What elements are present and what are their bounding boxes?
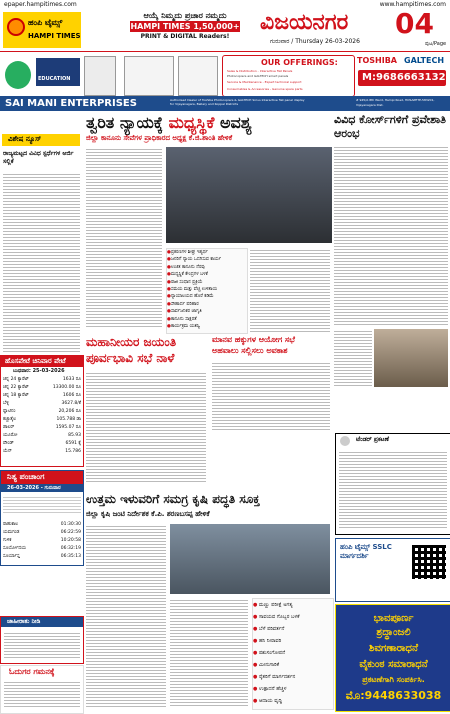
human-headline-2[interactable]: ಅಹವಾಲು ಸಲ್ಲಿಸಲು ಅವಕಾಶ [212,346,288,355]
panchang-row: ಸೂರ್ಯಾಸ್ತ 06:35:13 [3,554,81,559]
gold-row: ಯೂರೋ 85.93 [3,433,81,438]
bottom-list-box [252,598,334,710]
mahaniya-story [84,333,208,488]
logo-emblem-icon [7,18,25,36]
gold-row: ಚಿನ್ನ 18 ಕ್ಯಾರೆಟ್ 1606 ರೂ [3,393,81,398]
bullet-icon: ● [253,674,258,680]
gold-date: ಬುಧವಾರ: 25-03-2026 [13,368,65,374]
bullet-item: ● ಸೌಹಾರ್ದ ಪರಿಹಾರ [167,301,199,307]
bullet-icon: ● [253,626,258,632]
ad-edu-label: EDUCATION [38,76,71,82]
masthead [0,7,450,50]
bullet-icon: ● [253,638,258,644]
left-ad-title: ಜಾಹೀರಾತು ನೀಡಿ [7,618,41,625]
obituary-line-3: ಶಿವಗಣಾರಾಧನೆ [369,643,418,654]
panchang-rows [3,521,81,561]
bullet-item: ● ಕಾನೂನು ಸಾಕ್ಷರತೆ [167,316,197,322]
ad-printer-image-3 [178,56,218,96]
left-notice-box[interactable] [0,665,84,714]
ad-screen-image [36,58,80,86]
mahaniya-body [86,371,206,483]
logo-kannada: ಹಂಪಿ ಟೈಮ್ಸ್ [28,18,63,27]
ad-phone-box[interactable] [358,70,446,86]
obituary-line-4: ವೈಕುಂಠ ಸಮಾರಾಧನೆ [359,659,428,670]
bottom-list-item: ● ಪಶುಸಂಗೋಪನೆ [253,650,286,656]
bullet-item: ● ಸಮಯ ಮತ್ತು ವೆಚ್ಚ ಉಳಿತಾಯ [167,287,218,293]
panchang-row: ಯಮಗಂಡ 06:22:59 [3,530,81,535]
bullet-icon: ● [253,662,258,668]
right-photo [374,329,448,387]
ad-tagline: Authorised Dealer of Toshiba Photocopiers & GALTECH Sirius Interactive flat panel display for Vijayanagara, Bellary and Koppal Districts [170,98,305,106]
bottom-list-item: ● ಬೆಳೆ ಪರಿವರ್ತನೆ [253,626,285,632]
panchang-row: ರಾಹುಕಾಲ 01:30:30 [3,522,81,527]
news-tag: ವಿಶೇಷ ನ್ಯೂಸ್ [8,135,42,143]
ad-brand-2: GALTECH [404,56,445,65]
gold-title: ಹೊಸಪೇಟೆ ಚಿನಿವಾರ ಪೇಟೆ [5,357,66,365]
bullet-item: ● ಪ್ರಕರಣಗಳ ಶೀಘ್ರ ಇತ್ಯರ್ಥ [167,250,208,255]
city-title: ವಿಜಯನಗರ [260,10,349,35]
bottom-list-item: ● ಸಾವಯವ ಗೊಬ್ಬರ ಬಳಕೆ [253,614,300,620]
bullet-icon: ● [167,324,171,330]
story1-title[interactable]: ರಾಜ್ಯಮಟ್ಟದ ವಿವಿಧ ಸ್ಪರ್ಧೆಗಳ ಅರ್ಜಿ ಸಲ್ಲಿಕೆ [3,150,74,165]
gold-rows [3,376,81,456]
gold-row: ಡಾಲರ್ 1595.07 ರೂ [3,425,81,430]
panchang-box [0,470,84,566]
bullet-item: ● ಮಧ್ಯಸ್ಥಿಕೆ ಕೇಂದ್ರಗಳ ಬಳಕೆ [167,272,208,278]
banner-line-1: ಆಯ್ಕೆ ನಿಮ್ಮದು ಪ್ರಚಾರ ನಮ್ಮದು [143,11,227,20]
ad-company: SAI MANI ENTERPRISES [5,98,137,109]
news-tag-badge [2,134,80,146]
human-body [212,361,330,431]
bullet-item: ● ಕಾರ್ಯಕ್ರಮ ಯಶಸ್ವಿ [167,324,201,330]
notice-emblem-icon [340,436,350,446]
bottom-story [84,490,332,713]
mahaniya-headline-1[interactable]: ಮಹಾನೀಯರ ಜಯಂತಿ [86,335,177,349]
mahaniya-headline-2[interactable]: ಪೂರ್ವಭಾವಿ ಸಭೆ ನಾಳೆ [86,351,175,365]
bullet-icon: ● [253,602,258,608]
gold-row: ಕಚ್ಚಾತೈಲ 105.788 ಡಾ [3,417,81,422]
top-left-url[interactable]: epaper.hampitimes.com [4,1,77,8]
left-notice-body [4,680,80,708]
main-headline[interactable] [86,113,330,133]
human-headline-1[interactable]: ಮಾನವ ಹಕ್ಕುಗಳ ಆಯೋಗ ಸಭೆ [212,335,295,344]
promo-title: ಹಂಪಿ ಟೈಮ್ಸ್ SSLC ಮಾರ್ಗದರ್ಶಿ [340,543,392,560]
bullet-icon: ● [167,294,171,300]
ad-offer-4: Consumables & Accessories - Genuine spare parts [227,87,303,91]
bottom-list-item: ● ಮೀನುಗಾರಿಕೆ [253,662,280,668]
bottom-list-item: ● ಮಣ್ಣು ಪರೀಕ್ಷೆ ಅಗತ್ಯ [253,602,293,608]
bullet-icon: ● [167,316,171,322]
main-subhead: ಜಿಲ್ಲಾ ಕಾನೂನು ಸೇವೆಗಳ ಪ್ರಾಧಿಕಾರದ ಅಧ್ಯಕ್ಷ ಕೆ.ಜಿ.ಶಾಂತಿ ಹೇಳಿಕೆ [86,134,233,142]
ad-badge-icon [5,61,31,89]
bottom-list-item: ● ಆದಾಯ ವೃದ್ಧಿ [253,698,282,704]
panchang-title-bar [1,471,83,484]
bullet-icon: ● [167,264,171,270]
ad-offer-2: Photocopiers and GALTECH smart panels [227,74,289,78]
gold-row: ಪೌಂಡ್ 6591 ಕ್ಕೆ [3,441,81,446]
panchang-row: ಗುಳಿಕ 10:20:58 [3,538,81,543]
ad-address: # 945/A 8th Ward, Hampi Road, HOSAPETE-583201, Vijayanagara Dist. [356,98,435,107]
panchang-title: ನಿತ್ಯ ಪಂಚಾಂಗ [7,472,45,481]
left-ad-box[interactable] [0,616,84,664]
headline-part2: ಮಧ್ಯಸ್ಥಿಕೆ [168,113,215,132]
bottom-list-item: ● ಉತ್ಪಾದನೆ ಹೆಚ್ಚಳ [253,686,287,692]
left-ad-title-bar [1,617,83,627]
ad-printer-image [84,56,116,96]
bullet-list-box [166,248,248,334]
logo-english: HAMPI TIMES [28,32,81,40]
bullet-icon: ● [253,650,258,656]
gold-row: ಯೆನ್ 15.786 [3,449,81,454]
bullet-item: ● ಜನರಿಗೆ ನ್ಯಾಯ ಒದಗಿಸುವ ಕಾರ್ಯ [167,257,222,263]
ad-offerings-box [222,55,355,97]
right-headline[interactable]: ವಿವಿಧ ಕೋರ್ಸ್‌ಗಳಿಗೆ ಪ್ರವೇಶಾತಿ ಆರಂಭ [334,113,446,140]
bottom-headline[interactable]: ಉತ್ತಮ ಇಳುವರಿಗೆ ಸಮಗ್ರ ಕೃಷಿ ಪದ್ಧತಿ ಸೂಕ್ತ [86,492,260,506]
ad-offerings-title: OUR OFFERINGS: [261,58,338,67]
bullet-icon: ● [167,257,171,263]
bullet-icon: ● [167,250,171,255]
bullet-icon: ● [167,309,171,315]
gold-row: ಚಿನ್ನ 24 ಕ್ಯಾರೆಟ್ 1633 ರೂ [3,377,81,382]
page-count-label: ಪುಟ/Page [425,41,447,47]
notice-box[interactable] [335,433,450,535]
obituary-line-1: ಭಾವಪೂರ್ಣ [373,613,414,624]
bullet-icon: ● [167,279,171,285]
ad-offer-3: Service & Maintenance - Expert technical support [227,80,302,84]
gold-row: ಚಿನ್ನ 22 ಕ್ಯಾರೆಟ್ 13300.00 ರೂ [3,385,81,390]
gold-title-bar [1,356,83,367]
human-rights-story [210,333,332,433]
bullet-item: ● ನ್ಯಾಯಾಲಯದ ಹೊರೆ ಕಡಿಮೆ [167,294,214,300]
right-story [333,112,450,392]
obituary-line-2: ಶ್ರದ್ಧಾಂಜಲಿ [376,627,411,638]
main-body-right [250,248,330,332]
date-line: ಗುರುವಾರ / Thursday 26-03-2026 [270,38,360,45]
bottom-list-item: ● ಹನಿ ನೀರಾವರಿ [253,638,282,644]
panchang-body [3,495,81,515]
panchang-date: 26-03-2026 - ಗುರುವಾರ [7,485,61,491]
bullet-icon: ● [167,272,171,278]
bottom-list-item: ● ರೈತರಿಗೆ ಮಾರ್ಗದರ್ಶನ [253,674,296,680]
headline-part1: ತ್ವರಿತ ನ್ಯಾಯಕ್ಕೆ [86,113,164,132]
bullet-icon: ● [167,287,171,293]
ad-printer-image-2 [124,56,174,96]
ad-phone: M:9686663132 [362,72,446,83]
bottom-body-left [86,524,166,708]
banner-line-3: PRINT & DIGITAL Readers! [140,33,230,40]
obituary-line-5: ಪ್ರಕಟಣೆಗಾಗಿ ಸಂಪರ್ಕಿಸಿ. [362,675,425,684]
bottom-body-mid [170,598,248,708]
bullet-icon: ● [253,698,258,704]
story1-body [3,172,80,352]
hampi-times-logo [3,12,81,48]
top-strip [0,0,450,10]
gold-row: ಪ್ಲಾಟಿನಂ 20,206 ರೂ [3,409,81,414]
bottom-subhead: ಜಿಲ್ಲಾ ಕೃಷಿ ಜಂಟಿ ನಿರ್ದೇಶಕ ಕೆ.ಪಿ. ಶರಣಬಸಪ್ಪ ಹೇಳಿಕೆ [86,510,210,518]
panchang-row: ಸೂರ್ಯೋದಯ 06:32:19 [3,546,81,551]
ad-footer-bar [0,96,450,111]
ad-banner[interactable] [0,51,450,111]
qr-code-icon[interactable] [412,545,446,579]
right-body-2 [334,329,372,387]
obituary-phone[interactable]: ಮೊ:9448633038 [345,689,442,702]
notice-body [339,450,447,530]
headline-part3: ಅವಶ್ಯ [219,113,252,132]
bullet-icon: ● [253,686,258,692]
bullet-item: ● ಸಾರ್ವಜನಿಕರ ಜಾಗೃತಿ [167,309,202,315]
bullet-item: ● ಉಚಿತ ಕಾನೂನು ನೆರವು [167,264,206,270]
left-column [0,112,82,713]
bottom-photo [170,524,330,594]
main-story [84,112,330,332]
obituary-box[interactable] [335,604,450,712]
bullet-item: ● ರಾಜಿ ಸಂಧಾನ ಪ್ರಕ್ರಿಯೆ [167,279,203,285]
left-notice-title: ಓದುಗರ ಗಮನಕ್ಕೆ [9,667,55,676]
right-body [334,145,448,325]
masthead-banner [130,11,240,49]
top-right-url[interactable]: www.hampitimes.com [379,1,446,8]
ad-brand: TOSHIBA [357,56,397,65]
gold-row: ಬೆಳ್ಳಿ 3627.8/ಕೆ [3,401,81,406]
page-count: 04 [395,7,434,40]
bullet-icon: ● [253,614,258,620]
bullet-icon: ● [167,301,171,307]
left-ad-body [4,631,80,659]
promo-box[interactable] [335,538,450,602]
main-photo [166,147,332,243]
ad-offer-1: Sales & Distribution - Interactive flat Panels [227,69,293,73]
panchang-date-bar [1,484,83,492]
notice-title: ಟೆಂಡರ್ ಪ್ರಕಟಣೆ [356,436,389,443]
banner-line-2: HAMPI TIMES 1,50,000+ [130,22,240,31]
main-body-left [86,147,162,327]
gold-rate-box [0,355,84,467]
